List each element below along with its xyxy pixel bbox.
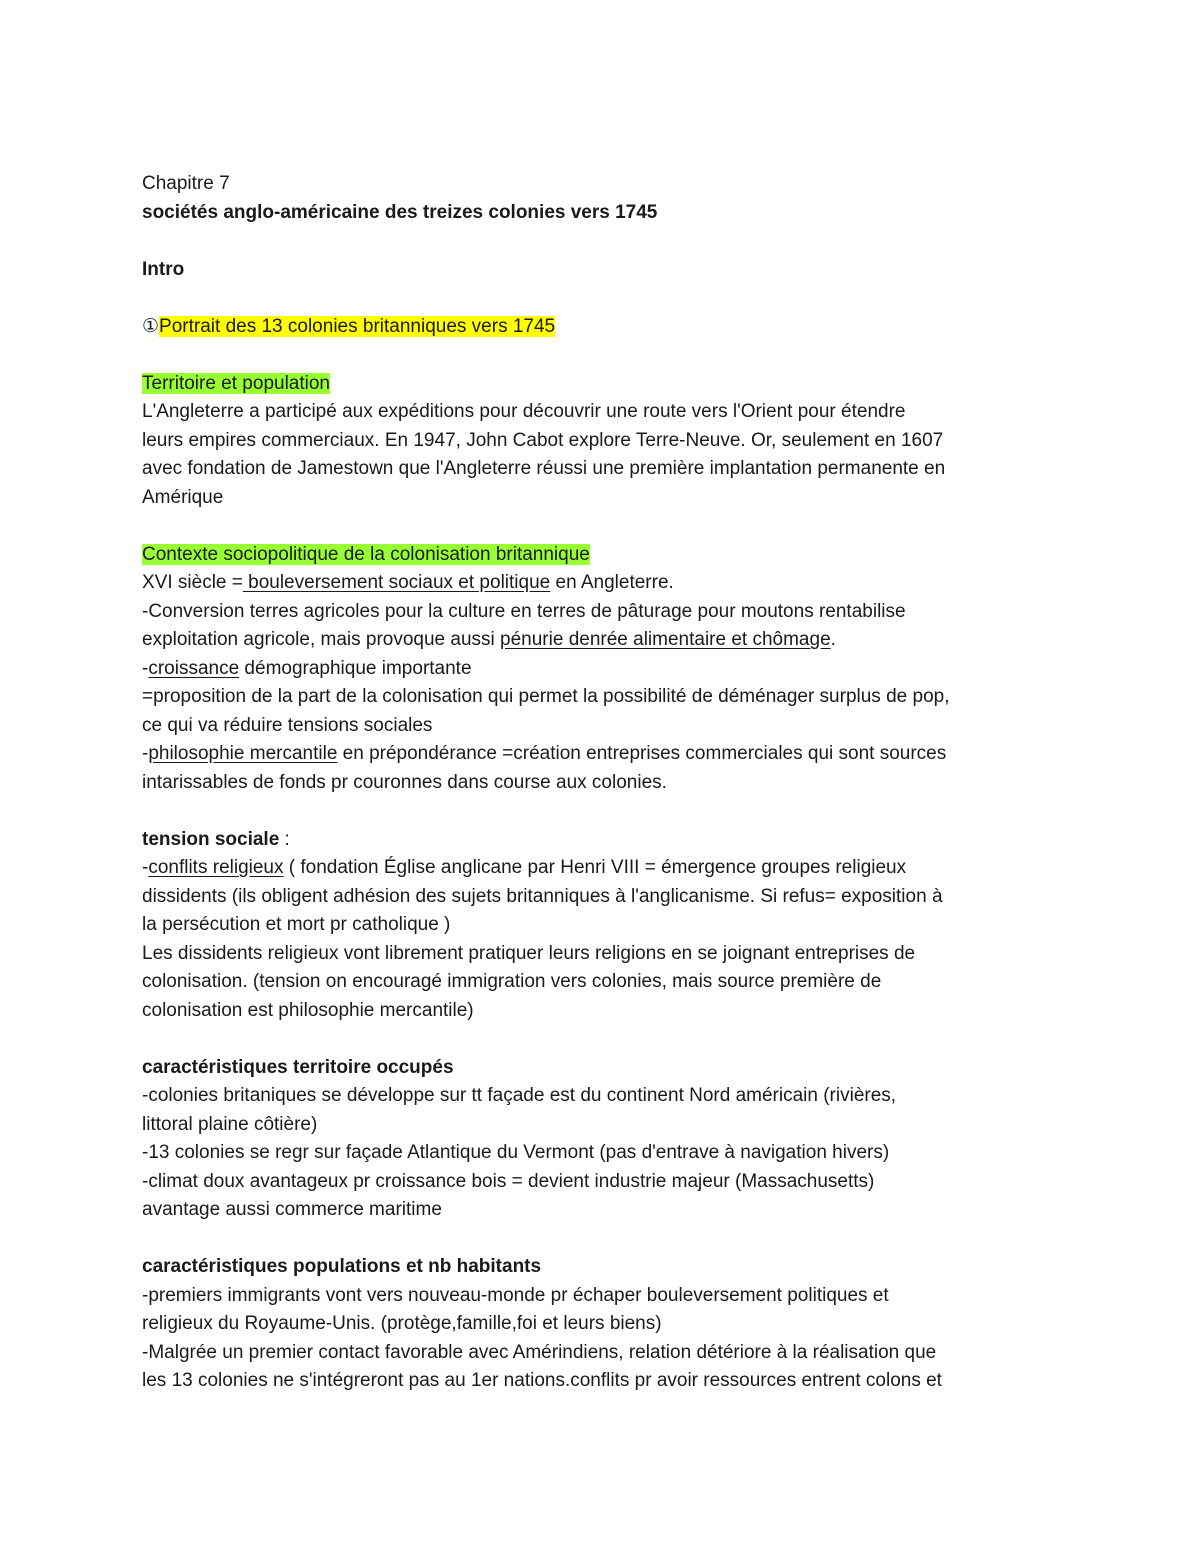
underlined-text: pénurie denrée alimentaire et chômage <box>500 629 831 650</box>
tension-heading-text: tension sociale <box>142 828 280 850</box>
paragraph-line: littoral plaine côtière) <box>142 1113 318 1135</box>
intro-heading: Intro <box>142 258 185 280</box>
text-run: XVI siècle = <box>142 572 243 593</box>
paragraph-line: -Conversion terres agricoles pour la culture en terres de pâturage pour moutons rentabilise <box>142 600 906 622</box>
contexte-heading <box>142 541 1072 570</box>
text-run: : <box>279 828 290 850</box>
paragraph-line: avantage aussi commerce maritime <box>142 1199 442 1220</box>
underlined-text: philosophie mercantile <box>148 743 338 764</box>
paragraph-line: -Malgrée un premier contact favorable avec Amérindiens, relation détériore à la réalisation que <box>142 1341 937 1363</box>
section-heading-text: Portrait des 13 colonies britanniques vers 1745 <box>159 315 556 337</box>
text-run: . <box>830 629 836 650</box>
territoire-occupe-heading: caractéristiques territoire occupés <box>142 1056 454 1078</box>
text-run: ( fondation Église anglicane par Henri VIII = émergence groupes religieux <box>283 857 907 878</box>
text-run: - <box>142 857 149 878</box>
underlined-text: croissance <box>148 657 240 679</box>
paragraph-line: colonisation est philosophie mercantile) <box>142 999 474 1021</box>
text-run: - <box>142 743 149 764</box>
text-run: en prépondérance =création entreprises commerciales qui sont sources <box>337 743 947 764</box>
paragraph-line: colonisation. (tension on encouragé immigration vers colonies, mais source première de <box>142 971 882 992</box>
document-body <box>142 170 1072 1396</box>
circled-one-marker: ① <box>142 315 160 337</box>
paragraph-line <box>142 626 1072 655</box>
paragraph-line: -colonies britaniques se développe sur tt façade est du continent Nord américain (rivières, <box>142 1085 897 1106</box>
paragraph-line <box>142 569 1072 598</box>
paragraph-line: =proposition de la part de la colonisation qui permet la possibilité de déménager surplus de pop, <box>142 686 950 707</box>
section-heading <box>142 313 1072 342</box>
text-run: démographique importante <box>239 657 472 679</box>
text-run: - <box>142 657 149 679</box>
underlined-text: conflits religieux <box>148 857 284 878</box>
paragraph-line <box>142 655 1072 684</box>
text-run: en Angleterre. <box>550 572 674 593</box>
paragraph-line: dissidents (ils obligent adhésion des sujets britanniques à l'anglicanisme. Si refus= exposition à <box>142 885 943 907</box>
chapter-label: Chapitre 7 <box>142 173 230 194</box>
document-title: sociétés anglo-américaine des treizes colonies vers 1745 <box>142 201 658 223</box>
paragraph-line: la persécution et mort pr catholique ) <box>142 914 451 935</box>
paragraph-line: L'Angleterre a participé aux expéditions pour découvrir une route vers l'Orient pour étendre <box>142 401 906 422</box>
paragraph-line: -premiers immigrants vont vers nouveau-monde pr échaper bouleversement politiques et <box>142 1284 889 1306</box>
contexte-heading-text: Contexte sociopolitique de la colonisation britannique <box>142 543 590 565</box>
paragraph-line: intarissables de fonds pr couronnes dans course aux colonies. <box>142 771 667 793</box>
paragraph-line: -13 colonies se regr sur façade Atlantique du Vermont (pas d'entrave à navigation hivers) <box>142 1142 890 1163</box>
paragraph-line: Amérique <box>142 486 224 508</box>
paragraph-line: leurs empires commerciaux. En 1947, John Cabot explore Terre-Neuve. Or, seulement en 1607 <box>142 429 944 451</box>
tension-heading <box>142 826 1072 855</box>
paragraph-line: religieux du Royaume-Unis. (protège,famille,foi et leurs biens) <box>142 1313 662 1334</box>
underlined-text: bouleversement sociaux et politique <box>242 572 551 593</box>
paragraph-line <box>142 854 1072 883</box>
paragraph-line <box>142 740 1072 769</box>
text-run: exploitation agricole, mais provoque aussi <box>142 629 501 650</box>
paragraph-line: les 13 colonies ne s'intégreront pas au 1er nations.conflits pr avoir ressources entrent colons et <box>142 1370 942 1391</box>
paragraph-line: ce qui va réduire tensions sociales <box>142 714 433 736</box>
territoire-heading-text: Territoire et population <box>142 372 330 394</box>
territoire-heading <box>142 370 1072 399</box>
populations-heading: caractéristiques populations et nb habitants <box>142 1256 542 1277</box>
paragraph-line: avec fondation de Jamestown que l'Angleterre réussi une première implantation permanente en <box>142 458 946 479</box>
paragraph-line: -climat doux avantageux pr croissance bois = devient industrie majeur (Massachusetts) <box>142 1170 875 1192</box>
paragraph-line: Les dissidents religieux vont librement pratiquer leurs religions en se joignant entreprises de <box>142 942 916 964</box>
